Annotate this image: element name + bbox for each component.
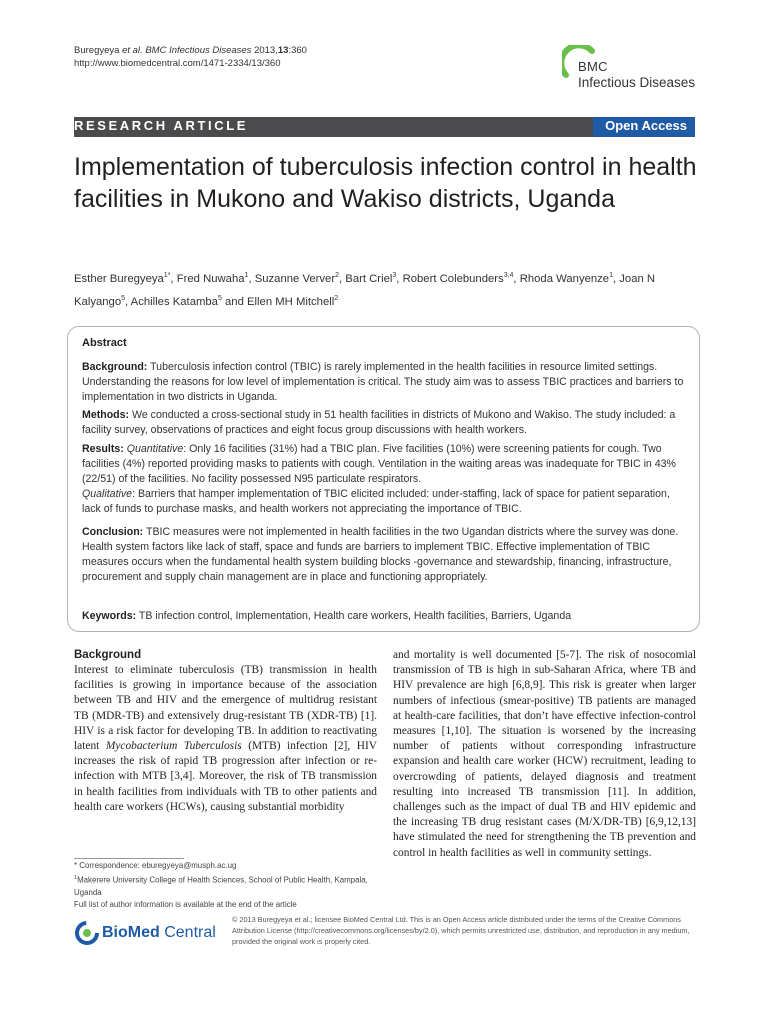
publisher-name-central: Central [159, 924, 216, 941]
journal-logo [562, 45, 702, 95]
citation-year: 2013, [254, 45, 278, 56]
author-name: Fred Nuwaha [176, 272, 245, 285]
logo-word: BMC [578, 59, 608, 74]
article-type-banner [74, 117, 695, 137]
footnote-divider [74, 858, 184, 859]
body-left-text-2: (MTB) infection [2], HIV increases the risk of rapid TB progression after infection or re-infection with MTB [3,4]. Moreover, the risk of TB transmission in health facilities from individuals with TB to other patients and health care workers (HCWs), causing substantial morbidity [74, 740, 377, 813]
abstract-results-label: Results: [82, 443, 124, 455]
abstract-conclusion-label: Conclusion: [82, 526, 144, 538]
abstract-background-label: Background: [82, 361, 148, 373]
body-left-italic: Mycobacterium Tuberculosis [105, 740, 242, 753]
author-affiliation-mark: 1 [244, 272, 249, 279]
author-name: Achilles Katamba [130, 295, 218, 308]
open-access-badge: Open Access [593, 117, 695, 137]
body-paragraph-left [74, 663, 377, 815]
author-name: Rhoda Wanyenze [519, 272, 610, 285]
author-name: Suzanne Verver [254, 272, 336, 285]
citation-header [74, 44, 307, 70]
author-affiliation-mark: 1 [609, 272, 613, 279]
citation-etal: et al. [122, 45, 143, 56]
logo-journal-name: Infectious Diseases [578, 75, 696, 90]
body-column-right [393, 648, 696, 861]
author-name: Joan N Kalyango [74, 272, 656, 308]
publisher-name [102, 924, 216, 942]
article-title: Implementation of tuberculosis infection control in health facilities in Mukono and Wakiso districts, Uganda [74, 153, 697, 213]
abstract-methods-label: Methods: [82, 409, 130, 421]
abstract-results-quant-text: : Only 16 facilities (31%) had a TBIC plan. Five facilities (10%) were screening patients for cough. Two facilities (4%) reported providing masks to patients with cough. Ventilation in the waiting areas was inadequate for TBIC in 43% (22/51) of the facilities. No facility possessed N95 particulate respirators. [82, 443, 676, 485]
affiliation-note [74, 872, 374, 899]
citation-journal: BMC Infectious Diseases [145, 45, 252, 56]
abstract-keywords-text: TB infection control, Implementation, Health care workers, Health facilities, Barriers, Uganda [136, 610, 572, 622]
abstract-conclusion [82, 525, 688, 585]
citation-page: :360 [288, 45, 307, 56]
license-text: © 2013 Buregyeya et al.; licensee BioMed Central Ltd. This is an Open Access article distributed under the terms of the Creative Commons Attribution License (http://creativecommons.org/licenses/by/2.0), which permits unrestricted use, distribution, and reproduction in any medium, provided the original work is properly cited. [232, 915, 690, 946]
author-name: Robert Colebunders [402, 272, 504, 285]
abstract-keywords [82, 609, 688, 624]
citation-volume: 13 [277, 45, 289, 56]
abstract-heading: Abstract [82, 337, 127, 349]
citation-author: Buregyeya [74, 45, 120, 56]
author-affiliation-mark: 2 [335, 272, 340, 279]
author-affiliation-mark: 3 [392, 272, 397, 279]
citation-line [74, 44, 307, 57]
affiliation-mark: 1 [74, 875, 78, 881]
footnotes [74, 860, 374, 911]
section-heading-background: Background [74, 649, 142, 661]
article-type-label: RESEARCH ARTICLE [74, 118, 249, 133]
publisher-logo [74, 918, 224, 948]
author-affiliation-mark: 2 [334, 294, 339, 302]
author-affiliation-mark: 3,4 [503, 272, 514, 279]
abstract-results [82, 442, 688, 517]
abstract-background [82, 360, 688, 405]
body-column-left [74, 648, 377, 815]
author-name: Bart Criel [345, 272, 393, 285]
abstract-keywords-label: Keywords: [82, 610, 137, 622]
affiliation-text: Makerere University College of Health Sciences, School of Public Health, Kampala, Uganda [74, 875, 368, 897]
abstract-methods [82, 408, 688, 438]
abstract-box [67, 326, 700, 632]
abstract-conclusion-text: TBIC measures were not implemented in health facilities in the two Ugandan districts where the survey was done. Health system factors like lack of staff, space and funds are barriers to implement TBIC. Effective implementation of TBIC measures occurs when the fundamental health system building blocks -governance and stewardship, financing, infrastructure, procurement and supply chain management are in place and functioning appropriately. [82, 526, 679, 583]
article-url-link[interactable]: http://www.biomedcentral.com/1471-2334/13/360 [74, 58, 281, 69]
author-list: Esther Buregyeya$^{1*}$, Fred Nuwaha$^1$, Suzanne Verver$^2$, Bart Criel$^3$, Robert Colebunders$^{3,4}$, Rhoda Wanyenze$^1$, Joan N Kalyango$^5$, Achilles Katamba$^5$ and Ellen MH Mitchell$^2$ [74, 272, 656, 308]
abstract-methods-text: We conducted a cross-sectional study in 51 health facilities in districts of Mukono and Wakiso. The study included: a facility survey, observations of practices and eight focus group discussions with health workers. [82, 409, 676, 436]
author-affiliation-mark: 5 [121, 294, 126, 302]
author-info-note: Full list of author information is available at the end of the article [74, 899, 297, 909]
abstract-background-text: Tuberculosis infection control (TBIC) is rarely implemented in the health facilities in resource limited settings. Understanding the reasons for low level of implementation is critical. The study aim was to assess TBIC practices and barriers to implementation in two districts in Uganda. [82, 361, 684, 403]
biomed-circle-icon [74, 920, 100, 946]
author-affiliation-mark: 5 [217, 294, 222, 302]
author-affiliation-mark: 1* [163, 272, 171, 279]
author-name: Esther Buregyeya [74, 272, 164, 285]
body-paragraph-right: and mortality is well documented [5-7]. The risk of nosocomial transmission of TB is high in sub-Saharan Africa, where TB and HIV prevalence are high [6,8,9]. This risk is greater when larger numbers of infectious (smear-positive) TB patients are managed at health-care facilities, that don’t have effective infection-control measures [1,10]. The situation is worsened by the increasing number of patients without corresponding infrastructure expansion and health care worker (HCW) recruitment, leading to overcrowding of patients, delayed diagnosis and treatment resulting into increased TB transmission [11]. In addition, challenges such as the impact of dual TB and HIV epidemic and the increasing TB drug resistant cases (M/X/DR-TB) [6,9,12,13] have stimulated the need for strengthening the TB prevention and control in health facilities as well in community settings. [393, 649, 696, 859]
abstract-results-qual-text: : Barriers that hamper implementation of TBIC elicited included: under-staffing, lack of space for patient separation, lack of funds to purchase masks, and health workers not appreciating the importance of TBIC. [82, 488, 670, 515]
correspondence-note: * Correspondence: eburegyeya@musph.ac.ug [74, 861, 237, 870]
abstract-results-quant-label: Quantitative [126, 443, 184, 455]
publisher-name-bio: BioMed [102, 924, 160, 941]
author-name: Ellen MH Mitchell [247, 295, 335, 308]
body-left-text-1: Interest to eliminate tuberculosis (TB) transmission in health facilities is growing in importance because of the association between TB and HIV and the emergence of multidrug resistant TB (MDR-TB) and extensively drug-resistant TB (XDR-TB) [1]. HIV is a risk factor for developing TB. In addition to reactivating latent [74, 664, 377, 753]
abstract-results-qual-label: Qualitative [82, 488, 133, 500]
